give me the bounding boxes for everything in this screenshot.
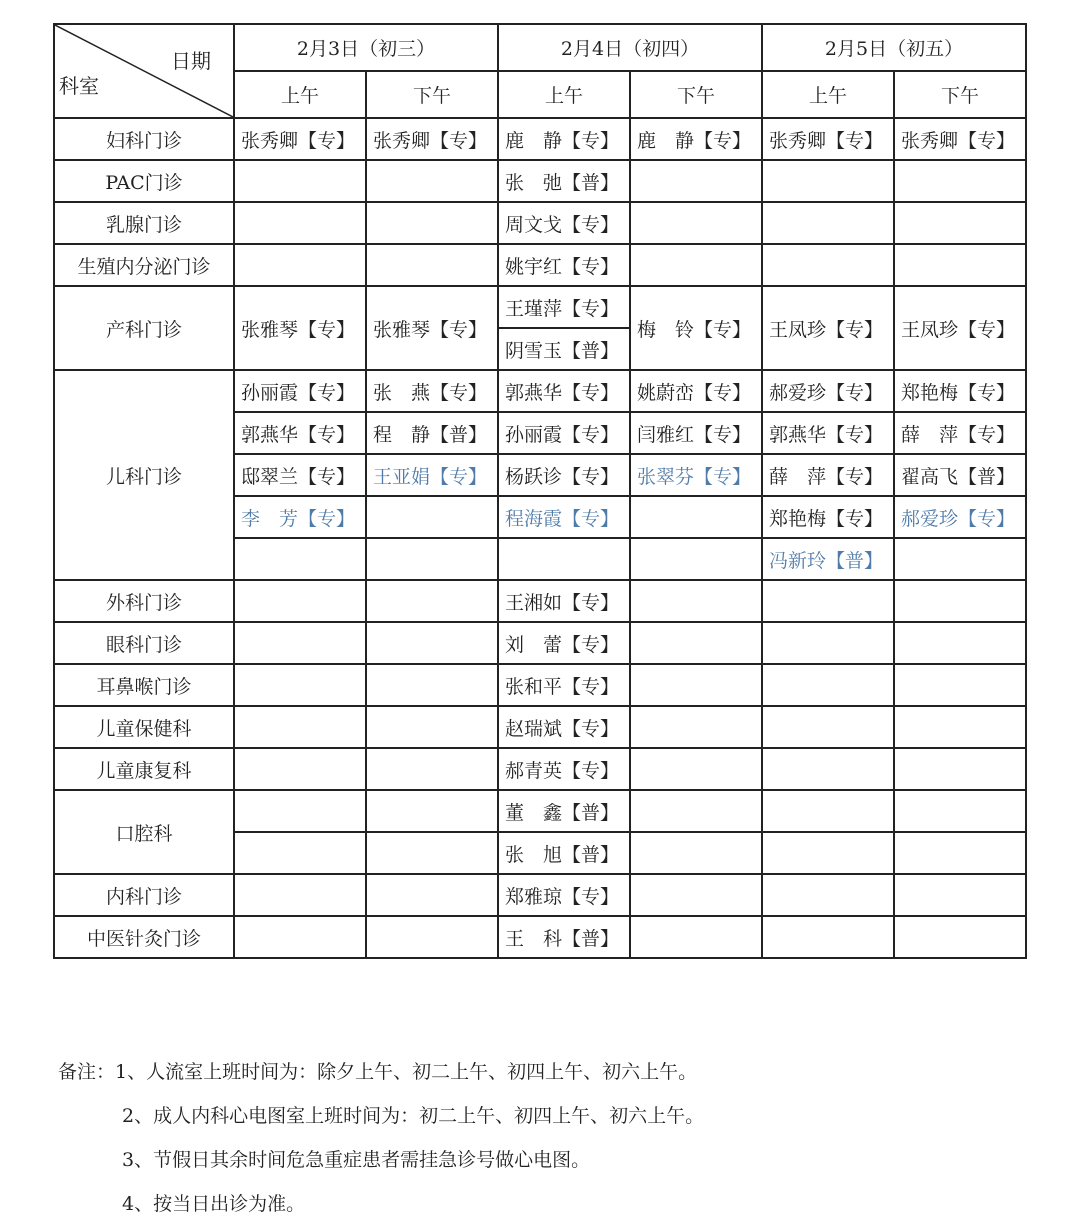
doctor-cell: 张 旭【普】 xyxy=(498,832,630,874)
doctor-cell: 张雅琴【专】 xyxy=(366,286,498,370)
doctor-cell: 王凤珍【专】 xyxy=(894,286,1026,370)
doctor-cell: 郭燕华【专】 xyxy=(234,412,366,454)
table-row xyxy=(54,286,1026,328)
empty-cell xyxy=(366,916,498,958)
doctor-cell: 姚蔚峦【专】 xyxy=(630,370,762,412)
doctor-cell: 王瑾萍【专】 xyxy=(498,286,630,328)
empty-cell xyxy=(630,874,762,916)
empty-cell xyxy=(630,664,762,706)
empty-cell xyxy=(630,622,762,664)
empty-cell xyxy=(630,538,762,580)
empty-cell xyxy=(894,874,1026,916)
empty-cell xyxy=(630,790,762,832)
doctor-cell: 张 燕【专】 xyxy=(366,370,498,412)
doctor-cell: 周文戈【专】 xyxy=(498,202,630,244)
empty-cell xyxy=(630,916,762,958)
empty-cell xyxy=(366,538,498,580)
date-header-feb3: 2月3日（初三） xyxy=(234,24,498,71)
dept-cell: 内科门诊 xyxy=(54,874,234,916)
empty-cell xyxy=(234,580,366,622)
empty-cell xyxy=(366,160,498,202)
empty-cell xyxy=(894,580,1026,622)
doctor-cell: 郭燕华【专】 xyxy=(498,370,630,412)
empty-cell xyxy=(366,580,498,622)
empty-cell xyxy=(630,832,762,874)
note-line-2: 2、成人内科心电图室上班时间为：初二上午、初四上午、初六上午。 xyxy=(122,1105,705,1127)
date-header-feb4: 2月4日（初四） xyxy=(498,24,762,71)
empty-cell xyxy=(366,832,498,874)
corner-header-cell xyxy=(54,24,234,118)
empty-cell xyxy=(762,874,894,916)
notes-section xyxy=(58,1050,704,1226)
dept-cell: 外科门诊 xyxy=(54,580,234,622)
doctor-cell: 张秀卿【专】 xyxy=(234,118,366,160)
dept-cell: 中医针灸门诊 xyxy=(54,916,234,958)
dept-cell: 妇科门诊 xyxy=(54,118,234,160)
dept-cell: 口腔科 xyxy=(54,790,234,874)
note-line-1: 备注：1、人流室上班时间为：除夕上午、初二上午、初四上午、初六上午。 xyxy=(58,1061,698,1083)
empty-cell xyxy=(630,244,762,286)
doctor-cell: 郑雅琼【专】 xyxy=(498,874,630,916)
empty-cell xyxy=(894,244,1026,286)
doctor-cell: 郑艳梅【专】 xyxy=(894,370,1026,412)
doctor-cell: 梅 铃【专】 xyxy=(630,286,762,370)
note-line-3: 3、节假日其余时间危急重症患者需挂急诊号做心电图。 xyxy=(122,1149,591,1171)
corner-dept-label: 科室 xyxy=(59,74,99,98)
empty-cell xyxy=(630,202,762,244)
empty-cell xyxy=(234,832,366,874)
dept-cell: 生殖内分泌门诊 xyxy=(54,244,234,286)
doctor-cell: 郝青英【专】 xyxy=(498,748,630,790)
empty-cell xyxy=(762,748,894,790)
empty-cell xyxy=(894,202,1026,244)
table-row xyxy=(54,244,1026,286)
am-header: 上午 xyxy=(762,71,894,118)
doctor-cell: 程 静【普】 xyxy=(366,412,498,454)
empty-cell xyxy=(366,748,498,790)
doctor-cell: 王湘如【专】 xyxy=(498,580,630,622)
empty-cell xyxy=(366,496,498,538)
doctor-cell-highlighted: 郝爱珍【专】 xyxy=(894,496,1026,538)
empty-cell xyxy=(894,160,1026,202)
doctor-cell: 薛 萍【专】 xyxy=(894,412,1026,454)
doctor-cell: 孙丽霞【专】 xyxy=(498,412,630,454)
doctor-cell: 姚宇红【专】 xyxy=(498,244,630,286)
doctor-cell: 郭燕华【专】 xyxy=(762,412,894,454)
dept-cell: PAC门诊 xyxy=(54,160,234,202)
doctor-cell: 董 鑫【普】 xyxy=(498,790,630,832)
doctor-cell: 杨跃诊【专】 xyxy=(498,454,630,496)
table-row xyxy=(54,916,1026,958)
dept-cell: 儿童保健科 xyxy=(54,706,234,748)
doctor-cell-highlighted: 张翠芬【专】 xyxy=(630,454,762,496)
empty-cell xyxy=(366,790,498,832)
doctor-cell: 张秀卿【专】 xyxy=(366,118,498,160)
empty-cell xyxy=(894,916,1026,958)
table-row xyxy=(54,622,1026,664)
table-row xyxy=(54,202,1026,244)
empty-cell xyxy=(234,202,366,244)
empty-cell xyxy=(762,664,894,706)
empty-cell xyxy=(762,244,894,286)
empty-cell xyxy=(762,580,894,622)
empty-cell xyxy=(234,160,366,202)
empty-cell xyxy=(630,748,762,790)
note-line-4: 4、按当日出诊为准。 xyxy=(122,1193,306,1215)
pm-header: 下午 xyxy=(630,71,762,118)
empty-cell xyxy=(366,622,498,664)
doctor-cell: 王凤珍【专】 xyxy=(762,286,894,370)
doctor-cell: 阴雪玉【普】 xyxy=(498,328,630,370)
table-row xyxy=(54,790,1026,832)
table-row xyxy=(54,580,1026,622)
empty-cell xyxy=(894,790,1026,832)
doctor-cell: 鹿 静【专】 xyxy=(498,118,630,160)
empty-cell xyxy=(234,916,366,958)
empty-cell xyxy=(894,538,1026,580)
doctor-cell-highlighted: 冯新玲【普】 xyxy=(762,538,894,580)
empty-cell xyxy=(234,748,366,790)
doctor-cell: 翟高飞【普】 xyxy=(894,454,1026,496)
empty-cell xyxy=(366,706,498,748)
doctor-cell: 王 科【普】 xyxy=(498,916,630,958)
empty-cell xyxy=(894,748,1026,790)
doctor-cell: 张雅琴【专】 xyxy=(234,286,366,370)
empty-cell xyxy=(630,160,762,202)
duty-schedule-table xyxy=(53,23,1027,959)
doctor-cell-highlighted: 李 芳【专】 xyxy=(234,496,366,538)
empty-cell xyxy=(762,832,894,874)
doctor-cell: 张和平【专】 xyxy=(498,664,630,706)
empty-cell xyxy=(366,874,498,916)
empty-cell xyxy=(234,790,366,832)
header-row-dates xyxy=(54,24,1026,71)
empty-cell xyxy=(630,496,762,538)
pm-header: 下午 xyxy=(894,71,1026,118)
empty-cell xyxy=(894,622,1026,664)
empty-cell xyxy=(762,916,894,958)
empty-cell xyxy=(762,790,894,832)
table-row xyxy=(54,748,1026,790)
dept-cell: 儿科门诊 xyxy=(54,370,234,580)
dept-cell: 儿童康复科 xyxy=(54,748,234,790)
empty-cell xyxy=(630,706,762,748)
doctor-cell: 邸翠兰【专】 xyxy=(234,454,366,496)
doctor-cell: 闫雅红【专】 xyxy=(630,412,762,454)
am-header: 上午 xyxy=(498,71,630,118)
empty-cell xyxy=(630,580,762,622)
doctor-cell: 鹿 静【专】 xyxy=(630,118,762,160)
empty-cell xyxy=(234,664,366,706)
dept-cell: 耳鼻喉门诊 xyxy=(54,664,234,706)
pm-header: 下午 xyxy=(366,71,498,118)
empty-cell xyxy=(762,706,894,748)
empty-cell xyxy=(366,202,498,244)
dept-cell: 乳腺门诊 xyxy=(54,202,234,244)
empty-cell xyxy=(894,664,1026,706)
doctor-cell: 赵瑞斌【专】 xyxy=(498,706,630,748)
table-row xyxy=(54,118,1026,160)
empty-cell xyxy=(762,160,894,202)
doctor-cell: 孙丽霞【专】 xyxy=(234,370,366,412)
empty-cell xyxy=(234,622,366,664)
doctor-cell: 薛 萍【专】 xyxy=(762,454,894,496)
table-row xyxy=(54,370,1026,412)
empty-cell xyxy=(234,706,366,748)
empty-cell xyxy=(894,706,1026,748)
empty-cell xyxy=(498,538,630,580)
table-row xyxy=(54,664,1026,706)
doctor-cell: 郑艳梅【专】 xyxy=(762,496,894,538)
doctor-cell-highlighted: 程海霞【专】 xyxy=(498,496,630,538)
empty-cell xyxy=(366,244,498,286)
date-header-feb5: 2月5日（初五） xyxy=(762,24,1026,71)
am-header: 上午 xyxy=(234,71,366,118)
empty-cell xyxy=(894,832,1026,874)
empty-cell xyxy=(762,202,894,244)
dept-cell: 眼科门诊 xyxy=(54,622,234,664)
empty-cell xyxy=(234,538,366,580)
corner-date-label: 日期 xyxy=(171,49,211,73)
empty-cell xyxy=(762,622,894,664)
dept-cell: 产科门诊 xyxy=(54,286,234,370)
doctor-cell: 郝爱珍【专】 xyxy=(762,370,894,412)
empty-cell xyxy=(366,664,498,706)
doctor-cell: 张 弛【普】 xyxy=(498,160,630,202)
table-row xyxy=(54,874,1026,916)
doctor-cell: 刘 蕾【专】 xyxy=(498,622,630,664)
doctor-cell-highlighted: 王亚娟【专】 xyxy=(366,454,498,496)
empty-cell xyxy=(234,244,366,286)
doctor-cell: 张秀卿【专】 xyxy=(894,118,1026,160)
empty-cell xyxy=(234,874,366,916)
doctor-cell: 张秀卿【专】 xyxy=(762,118,894,160)
table-row xyxy=(54,706,1026,748)
table-row xyxy=(54,160,1026,202)
